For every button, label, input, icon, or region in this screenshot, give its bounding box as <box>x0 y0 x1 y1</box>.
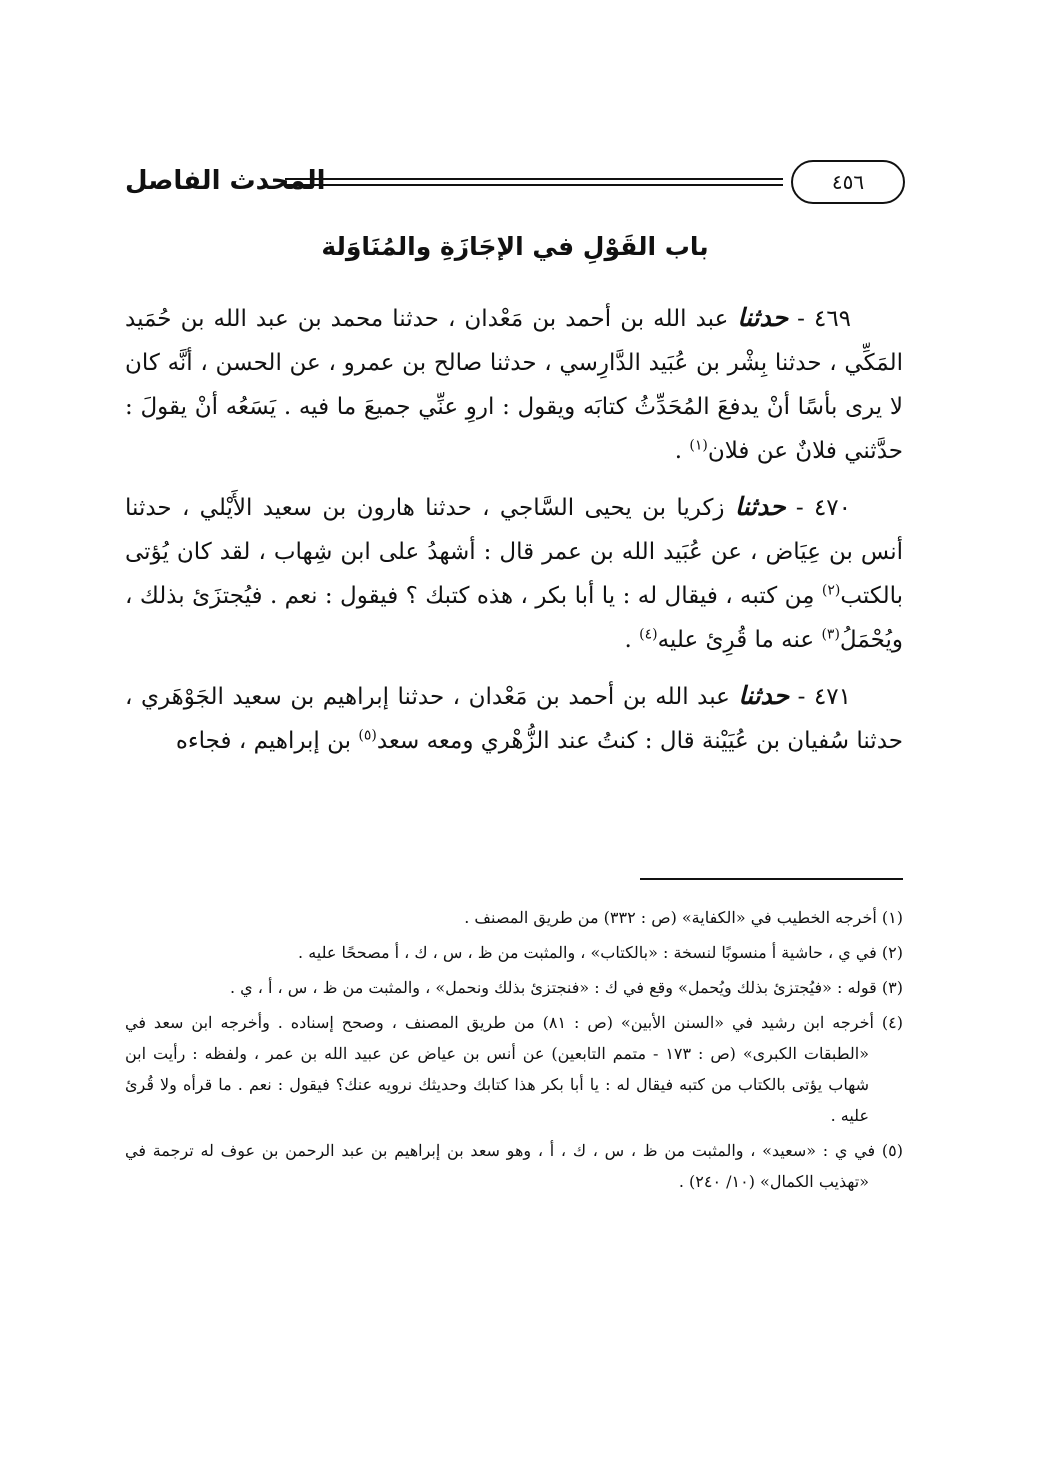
hadith-number: ٤٧٠ - <box>795 495 851 521</box>
footnote-text: أخرجه ابن رشيد في «السنن الأبين» (ص : ٨١) من طريق المصنف ، وصحح إسناده . وأخرجه ابن سعد في «الطبقات الكبرى» (ص : ١٧٣ - متمم التابعين) عن أنس بن عياض عن عبيد الله بن عمر ، ولفظه : رأيت ابن شهاب يؤتى بالكتاب من كتبه فيقال له : يا أبا بكر هذا كتابك وحديثك نرويه عنك؟ فيقول : نعم . ما قرأه ولا قُرئ عليه . <box>125 1013 874 1125</box>
chapter-title: باب القَوْلِ في الإجَازَةِ والمُنَاوَلة <box>321 232 709 261</box>
hadith-469 <box>125 296 903 473</box>
hadith-471 <box>125 674 903 763</box>
hadith-number: ٤٦٩ - <box>797 306 852 332</box>
page-header <box>125 160 905 212</box>
footnote-text: في ي ، حاشية أ منسوبًا لنسخة : «بالكتاب» ، والمثبت من ظ ، س ، ك ، أ مصححًا عليه . <box>298 943 877 962</box>
footnote-ref[interactable]: (٣) <box>821 626 840 643</box>
footnote-4 <box>125 1007 903 1131</box>
running-book-title: المحدث الفاصل <box>125 166 326 196</box>
footnote-separator <box>640 878 903 880</box>
hadith-text: بن إبراهيم ، فجاءه <box>175 728 359 754</box>
hadith-text: عبد الله بن أحمد بن مَعْدان ، حدثنا إبراهيم بن سعيد الجَوْهَري ، حدثنا سُفيان بن عُيَيْنة قال : كنتُ عند الزُّهْري ومعه سعد <box>125 684 903 754</box>
footnotes <box>125 902 903 1201</box>
hadith-keyword: حدثنا <box>737 303 789 332</box>
footnote-2 <box>125 937 903 968</box>
footnote-1 <box>125 902 903 933</box>
hadith-keyword: حدثنا <box>738 681 790 710</box>
footnote-ref[interactable]: (٥) <box>358 727 377 744</box>
hadith-text: عبد الله بن أحمد بن مَعْدان ، حدثنا محمد بن عبد الله بن حُمَيد المَكِّي ، حدثنا بِشْر بن عُبَيد الدَّارِسي ، حدثنا صالح بن عمرو ، عن الحسن ، أنَّه كان لا يرى بأسًا أنْ يدفعَ المُحَدِّثُ كتابَه ويقول : اروِ عنِّي جميعَ ما فيه . يَسَعُه أنْ يقولَ : حدَّثني فلانٌ عن فلان <box>125 306 903 464</box>
footnote-marker: (٥) <box>881 1141 903 1160</box>
hadith-470 <box>125 485 903 662</box>
header-double-rule <box>285 178 783 186</box>
hadith-tail: . <box>624 627 640 653</box>
footnote-marker: (٣) <box>881 978 903 997</box>
footnote-5 <box>125 1135 903 1197</box>
footnote-marker: (٢) <box>881 943 903 962</box>
footnote-ref[interactable]: (٤) <box>639 626 658 643</box>
footnote-marker: (٤) <box>881 1013 903 1032</box>
hadith-text: زكريا بن يحيى السَّاجي ، حدثنا هارون بن سعيد الأَيْلي ، حدثنا أنس بن عِيَاض ، عن عُبَيد الله بن عمر قال : أشهدُ على ابن شِهاب ، لقد كان يُؤتى بالكتب <box>125 495 903 609</box>
hadith-text: مِن كتبه ، فيقال له : يا أبا بكر ، هذه كتبك ؟ فيقول : نعم . فيُجتزَئ بذلك ، ويُحْمَلُ <box>125 583 903 653</box>
page-number-badge <box>791 160 905 204</box>
footnote-text: أخرجه الخطيب في «الكفاية» (ص : ٣٣٢) من طريق المصنف . <box>464 908 877 927</box>
footnote-text: في ي : «سعيد» ، والمثبت من ظ ، س ، ك ، أ ، وهو سعد بن إبراهيم بن عبد الرحمن بن عوف له ترجمة في «تهذيب الكمال» (١٠/ ٢٤٠) . <box>125 1141 876 1191</box>
hadith-number: ٤٧١ - <box>797 684 852 710</box>
footnote-3 <box>125 972 903 1003</box>
hadith-text: عنه ما قُرِئ عليه <box>657 627 822 653</box>
hadith-tail: . <box>674 438 690 464</box>
hadith-keyword: حدثنا <box>734 492 786 521</box>
footnote-text: قوله : «فيُجتزئ بذلك ويُحمل» وقع في ك : «فنجتزئ بذلك ونحمل» ، والمثبت من ظ ، س ، أ ، ي . <box>229 978 877 997</box>
footnote-ref[interactable]: (٢) <box>821 582 841 599</box>
page-number: ٤٥٦ <box>831 170 865 194</box>
main-text <box>125 296 903 775</box>
footnote-marker: (١) <box>881 908 903 927</box>
footnote-ref[interactable]: (١) <box>689 437 708 454</box>
